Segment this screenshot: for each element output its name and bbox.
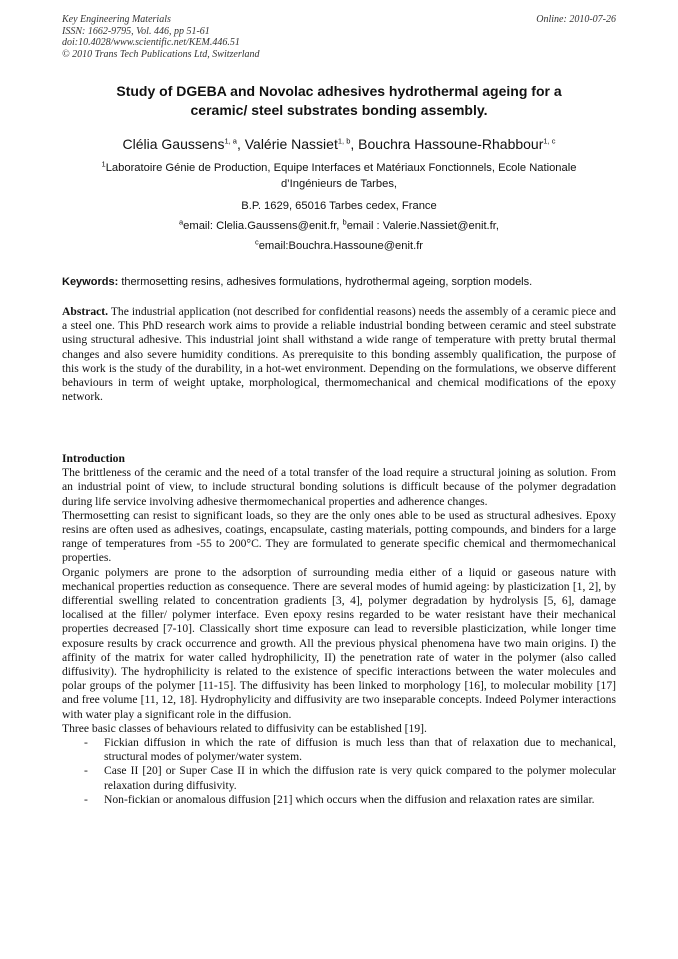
online-date: Online: 2010-07-26	[536, 14, 616, 25]
section-heading: Introduction	[62, 452, 125, 465]
paper-title	[62, 82, 616, 120]
email-b-sup: b	[342, 217, 347, 227]
email-line-ab	[62, 218, 616, 234]
abstract-text: The industrial application (not described for confidential reasons) needs the assembly of a ceramic piece and a steel one. This PhD research work aims to provide a reliable industrial bonding between ceramic and steel substrate using structural adhesive. This industrial joint shall withstand a wide range of temperature with pretty brutal thermal changes and also severe humidity conditions. As prerequisite to this bonding assembly qualification, the purpose of this work is the study of the durability, in a hot-wet environment. Depending on the formulations, we observe different behaviours in term of weight uptake, morphological, thermomechanical and chemical modifications of the epoxy network.	[62, 305, 616, 404]
author-name: Clélia Gaussens	[122, 136, 225, 152]
page-header	[62, 14, 616, 60]
keywords-text: thermosetting resins, adhesives formulations, hydrothermal ageing, sorption models.	[121, 276, 533, 288]
journal-name: Key Engineering Materials	[62, 14, 171, 25]
abstract	[62, 305, 616, 404]
dash-bullet-icon: -	[84, 736, 88, 750]
author-sup: 1, a	[224, 136, 237, 146]
paragraph: The brittleness of the ceramic and the need of a total transfer of the load require a structural joining as solution. From an industrial point of view, to include structural bonding solutions is difficult because of the polymer degradation during life service involving adhesive thermomechanical properties and adherence changes.	[62, 466, 616, 508]
list-item	[62, 736, 616, 764]
abstract-label: Abstract.	[62, 305, 109, 318]
paragraph: Three basic classes of behaviours related to diffusivity can be established [19].	[62, 721, 427, 735]
author-name: Valérie Nassiet	[244, 136, 338, 152]
copyright: © 2010 Trans Tech Publications Ltd, Switzerland	[62, 48, 260, 60]
list-item	[62, 793, 616, 807]
paragraph: Organic polymers are prone to the adsorption of surrounding media either of a liquid or gaseous nature with mechanical properties reduction as consequence. There are several modes of humid ageing: by plasticization [1, 2], by differential swelling related to concentration gradients [3, 4], polymer degradation by hydrolysis [5, 6], damage localised at the filler/ polymer interface. Even epoxy resins regarded to be water resistant have their mechanical properties decreased [7-10]. Classically short time exposure can lead to reversible plasticization, while longer time exposure results by crack occurrence and growth. All the previous physical phenomena have two main origins. I) the affinity of the matrix for water called hydrophilicity, II) the penetration rate of water in the polymer (also called diffusivity). The hydrophilicity is related to the existence of specific interactions between the water molecules and polar groups of the polymer [11-15]. The diffusivity has been linked to morphology [16], to molecular mobility [17] and free volume [11, 12, 18]. Hydrophylicity and diffusivity are two inseparable concepts. Indeed Polymer interactions with water play a significant role in the diffusion.	[62, 565, 616, 721]
keywords	[62, 275, 616, 289]
title-line-2: ceramic/ steel substrates bonding assembly.	[190, 102, 488, 118]
keywords-label: Keywords:	[62, 276, 119, 288]
dash-bullet-icon: -	[84, 764, 88, 778]
affiliation	[62, 160, 616, 192]
author-sup: 1, b	[337, 136, 351, 146]
doi: doi:10.4028/www.scientific.net/KEM.446.51	[62, 37, 240, 48]
behaviour-list	[62, 736, 616, 807]
list-item-text: Non-fickian or anomalous diffusion [21] which occurs when the diffusion and relaxation rates are similar.	[104, 792, 595, 806]
email-c-sup: c	[254, 237, 259, 247]
paragraph: Thermosetting can resist to significant loads, so they are the only ones able to be used as structural adhesives. Epoxy resins are often used as adhesives, coatings, encapsulate, casting materials, potting compounds, and binders for a large range of temperatures from -55 to 200°C. They are formulated to generate specific chemical and thermomechanical properties.	[62, 508, 616, 565]
author-list: Clélia Gaussens$^{1, a}$, Valérie Nassiet$^{1, b}$, Bouchra Hassoune-Rhabbour$^{1, c}$	[122, 136, 556, 152]
introduction-section	[62, 452, 616, 807]
affiliation-line-1: Laboratoire Génie de Production, Equipe Interfaces et Matériaux Fonctionnels, Ecole Nationale	[105, 162, 577, 174]
email-line-c	[62, 238, 616, 254]
dash-bullet-icon: -	[84, 792, 88, 806]
email-b: email : Valerie.Nassiet@enit.fr,	[346, 220, 499, 232]
issn: ISSN: 1662-9795, Vol. 446, pp 51-61	[62, 25, 210, 37]
email-a: email: Clelia.Gaussens@enit.fr,	[183, 220, 340, 232]
author-name: Bouchra Hassoune-Rhabbour	[358, 136, 544, 152]
email-c: email:Bouchra.Hassoune@enit.fr	[258, 240, 424, 252]
list-item-text: Fickian diffusion in which the rate of diffusion is much less than that of relaxation due to mechanical, structural modes of polymer/water system.	[104, 736, 616, 764]
list-item	[62, 764, 616, 792]
affiliation-sup: 1	[101, 159, 106, 169]
author-sup: 1, c	[543, 136, 556, 146]
affiliation-address: B.P. 1629, 65016 Tarbes cedex, France	[241, 200, 437, 212]
email-a-sup: a	[179, 217, 184, 227]
list-item-text: Case II [20] or Super Case II in which the diffusion rate is very quick compared to the polymer molecular relaxation during diffusivity.	[104, 764, 616, 792]
title-line-1: Study of DGEBA and Novolac adhesives hydrothermal ageing for a	[116, 83, 562, 99]
affiliation-line-2: d’Ingénieurs de Tarbes,	[280, 178, 398, 190]
